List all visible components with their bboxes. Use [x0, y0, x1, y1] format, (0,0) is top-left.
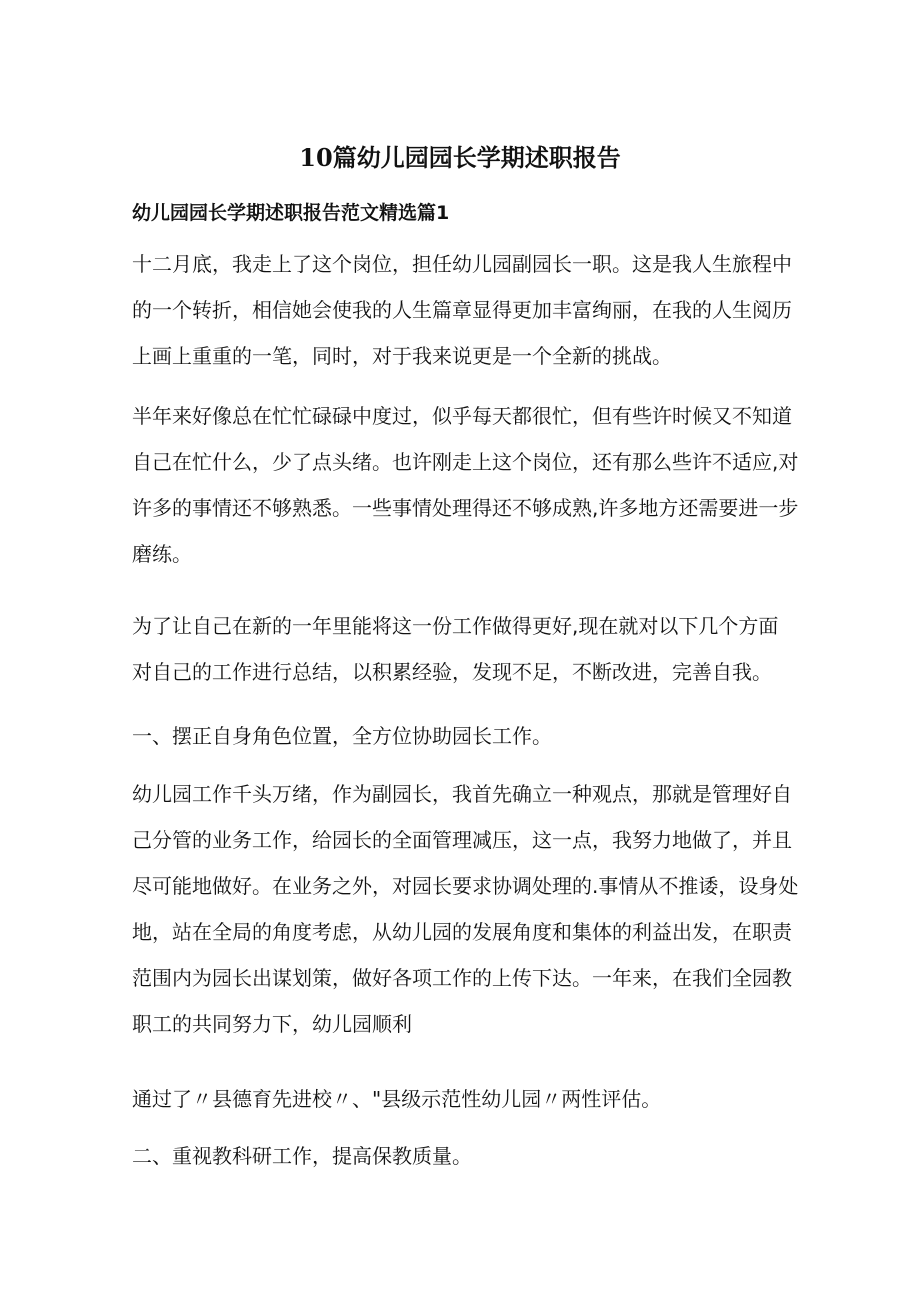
paragraph-line: 为了让自己在新的一年里能将这一份工作做得更好,现在就对以下几个方面: [132, 614, 779, 638]
subsection-heading-2: [132, 1133, 472, 1179]
paragraph-line: 二、重视教科研工作，提高保教质量。: [132, 1144, 472, 1168]
paragraph-3: [132, 603, 778, 695]
paragraph-line: 对自己的工作进行总结，以积累经验，发现不足，不断改进，完善自我。: [132, 660, 772, 684]
paragraph-4: [132, 771, 798, 1047]
paragraph-line: 尽可能地做好。在业务之外，对园长要求协调处理的.事情从不推诿，设身处: [132, 874, 799, 898]
paragraph-line: 的一个转折，相信她会使我的人生篇章显得更加丰富绚丽，在我的人生阅历: [132, 298, 792, 322]
paragraph-1: [132, 241, 792, 379]
section-heading: 幼儿园园长学期述职报告范文精选篇1: [132, 202, 450, 224]
paragraph-line: 上画上重重的一笔，同时，对于我来说更是一个全新的挑战。: [132, 344, 672, 368]
paragraph-line: 通过了〃县德育先进校〃、"县级示范性幼儿园〃两性评估。: [132, 1087, 662, 1111]
paragraph-5: [132, 1076, 661, 1122]
paragraph-line: 许多的事情还不够熟悉。一些事情处理得还不够成熟,许多地方还需要进一步: [132, 496, 799, 520]
paragraph-line: 己分管的业务工作，给园长的全面管理减压，这一点，我努力地做了，并且: [132, 828, 792, 852]
paragraph-line: 十二月底，我走上了这个岗位，担任幼儿园副园长一职。这是我人生旅程中: [132, 252, 792, 276]
paragraph-line: 范围内为园长出谋划策，做好各项工作的上传下达。一年来，在我们全园教: [132, 966, 792, 990]
paragraph-line: 半年来好像总在忙忙碌碌中度过，似乎每天都很忙，但有些许时候又不知道: [132, 404, 792, 428]
paragraph-line: 一、摆正自身角色位置，全方位协助园长工作。: [132, 724, 552, 748]
paragraph-line: 磨练。: [132, 542, 192, 566]
document-title: 10篇幼儿园园长学期述职报告: [299, 143, 621, 172]
paragraph-line: 幼儿园工作千头万绪，作为副园长，我首先确立一种观点，那就是管理好自: [132, 782, 792, 806]
paragraph-line: 职工的共同努力下，幼儿园顺利: [132, 1012, 412, 1036]
paragraph-2: [132, 393, 798, 577]
subsection-heading-1: [132, 713, 552, 759]
paragraph-line: 地，站在全局的角度考虑，从幼儿园的发展角度和集体的利益出发，在职责: [132, 920, 792, 944]
paragraph-line: 自己在忙什么，少了点头绪。也许刚走上这个岗位，还有那么些许不适应,对: [132, 450, 799, 474]
